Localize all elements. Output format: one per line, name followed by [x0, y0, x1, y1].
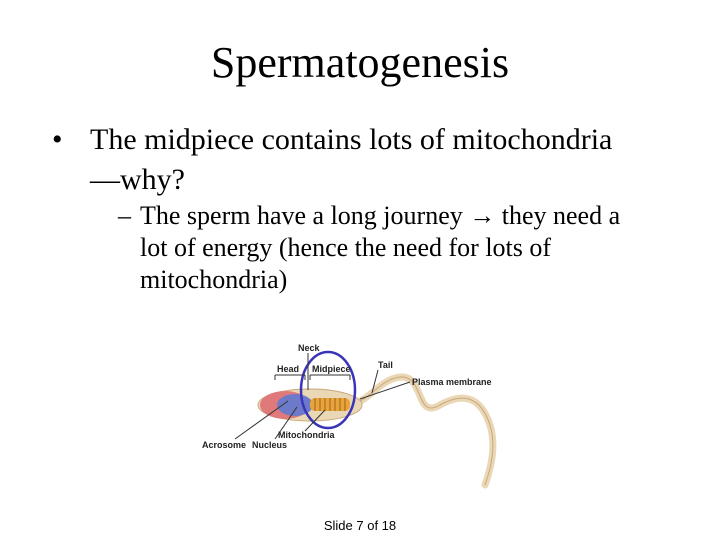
tail-label: Tail: [378, 360, 393, 370]
sub-bullet-line: they need a: [501, 201, 621, 230]
bullet-text: [52, 120, 672, 200]
neck-label: Neck: [298, 343, 320, 353]
slide-title: Spermatogenesis: [210, 38, 510, 87]
nucleus-label: Nucleus: [252, 440, 288, 450]
sub-bullet-line: mitochondria): [140, 265, 288, 294]
right-arrow-icon: →: [469, 201, 496, 230]
bullet-marker: •: [52, 123, 63, 156]
sub-bullet-line: lot of energy (hence the need for lots of: [140, 233, 552, 262]
acrosome-label: Acrosome: [202, 440, 247, 450]
plasma-membrane-label: Plasma membrane: [412, 377, 492, 387]
sub-bullet-line: The sperm have a long journey: [140, 201, 463, 230]
head-label: Head: [277, 364, 300, 374]
bullet-line: —why?: [90, 163, 185, 196]
mitochondria-bands: [315, 398, 345, 411]
sperm-diagram: [200, 335, 500, 505]
sub-bullet-marker: –: [118, 201, 131, 230]
sperm-diagram-svg: [200, 335, 500, 505]
midpiece-label: Midpiece: [312, 364, 351, 374]
bullet-line: The midpiece contains lots of mitochondria: [90, 123, 613, 156]
sub-bullet-text: [118, 200, 658, 296]
bullet-level-1: [52, 120, 672, 200]
mitochondria-label: Mitochondria: [278, 430, 335, 440]
slide-number: Slide 7 of 18: [323, 518, 397, 533]
sub-bullet: [118, 200, 658, 296]
